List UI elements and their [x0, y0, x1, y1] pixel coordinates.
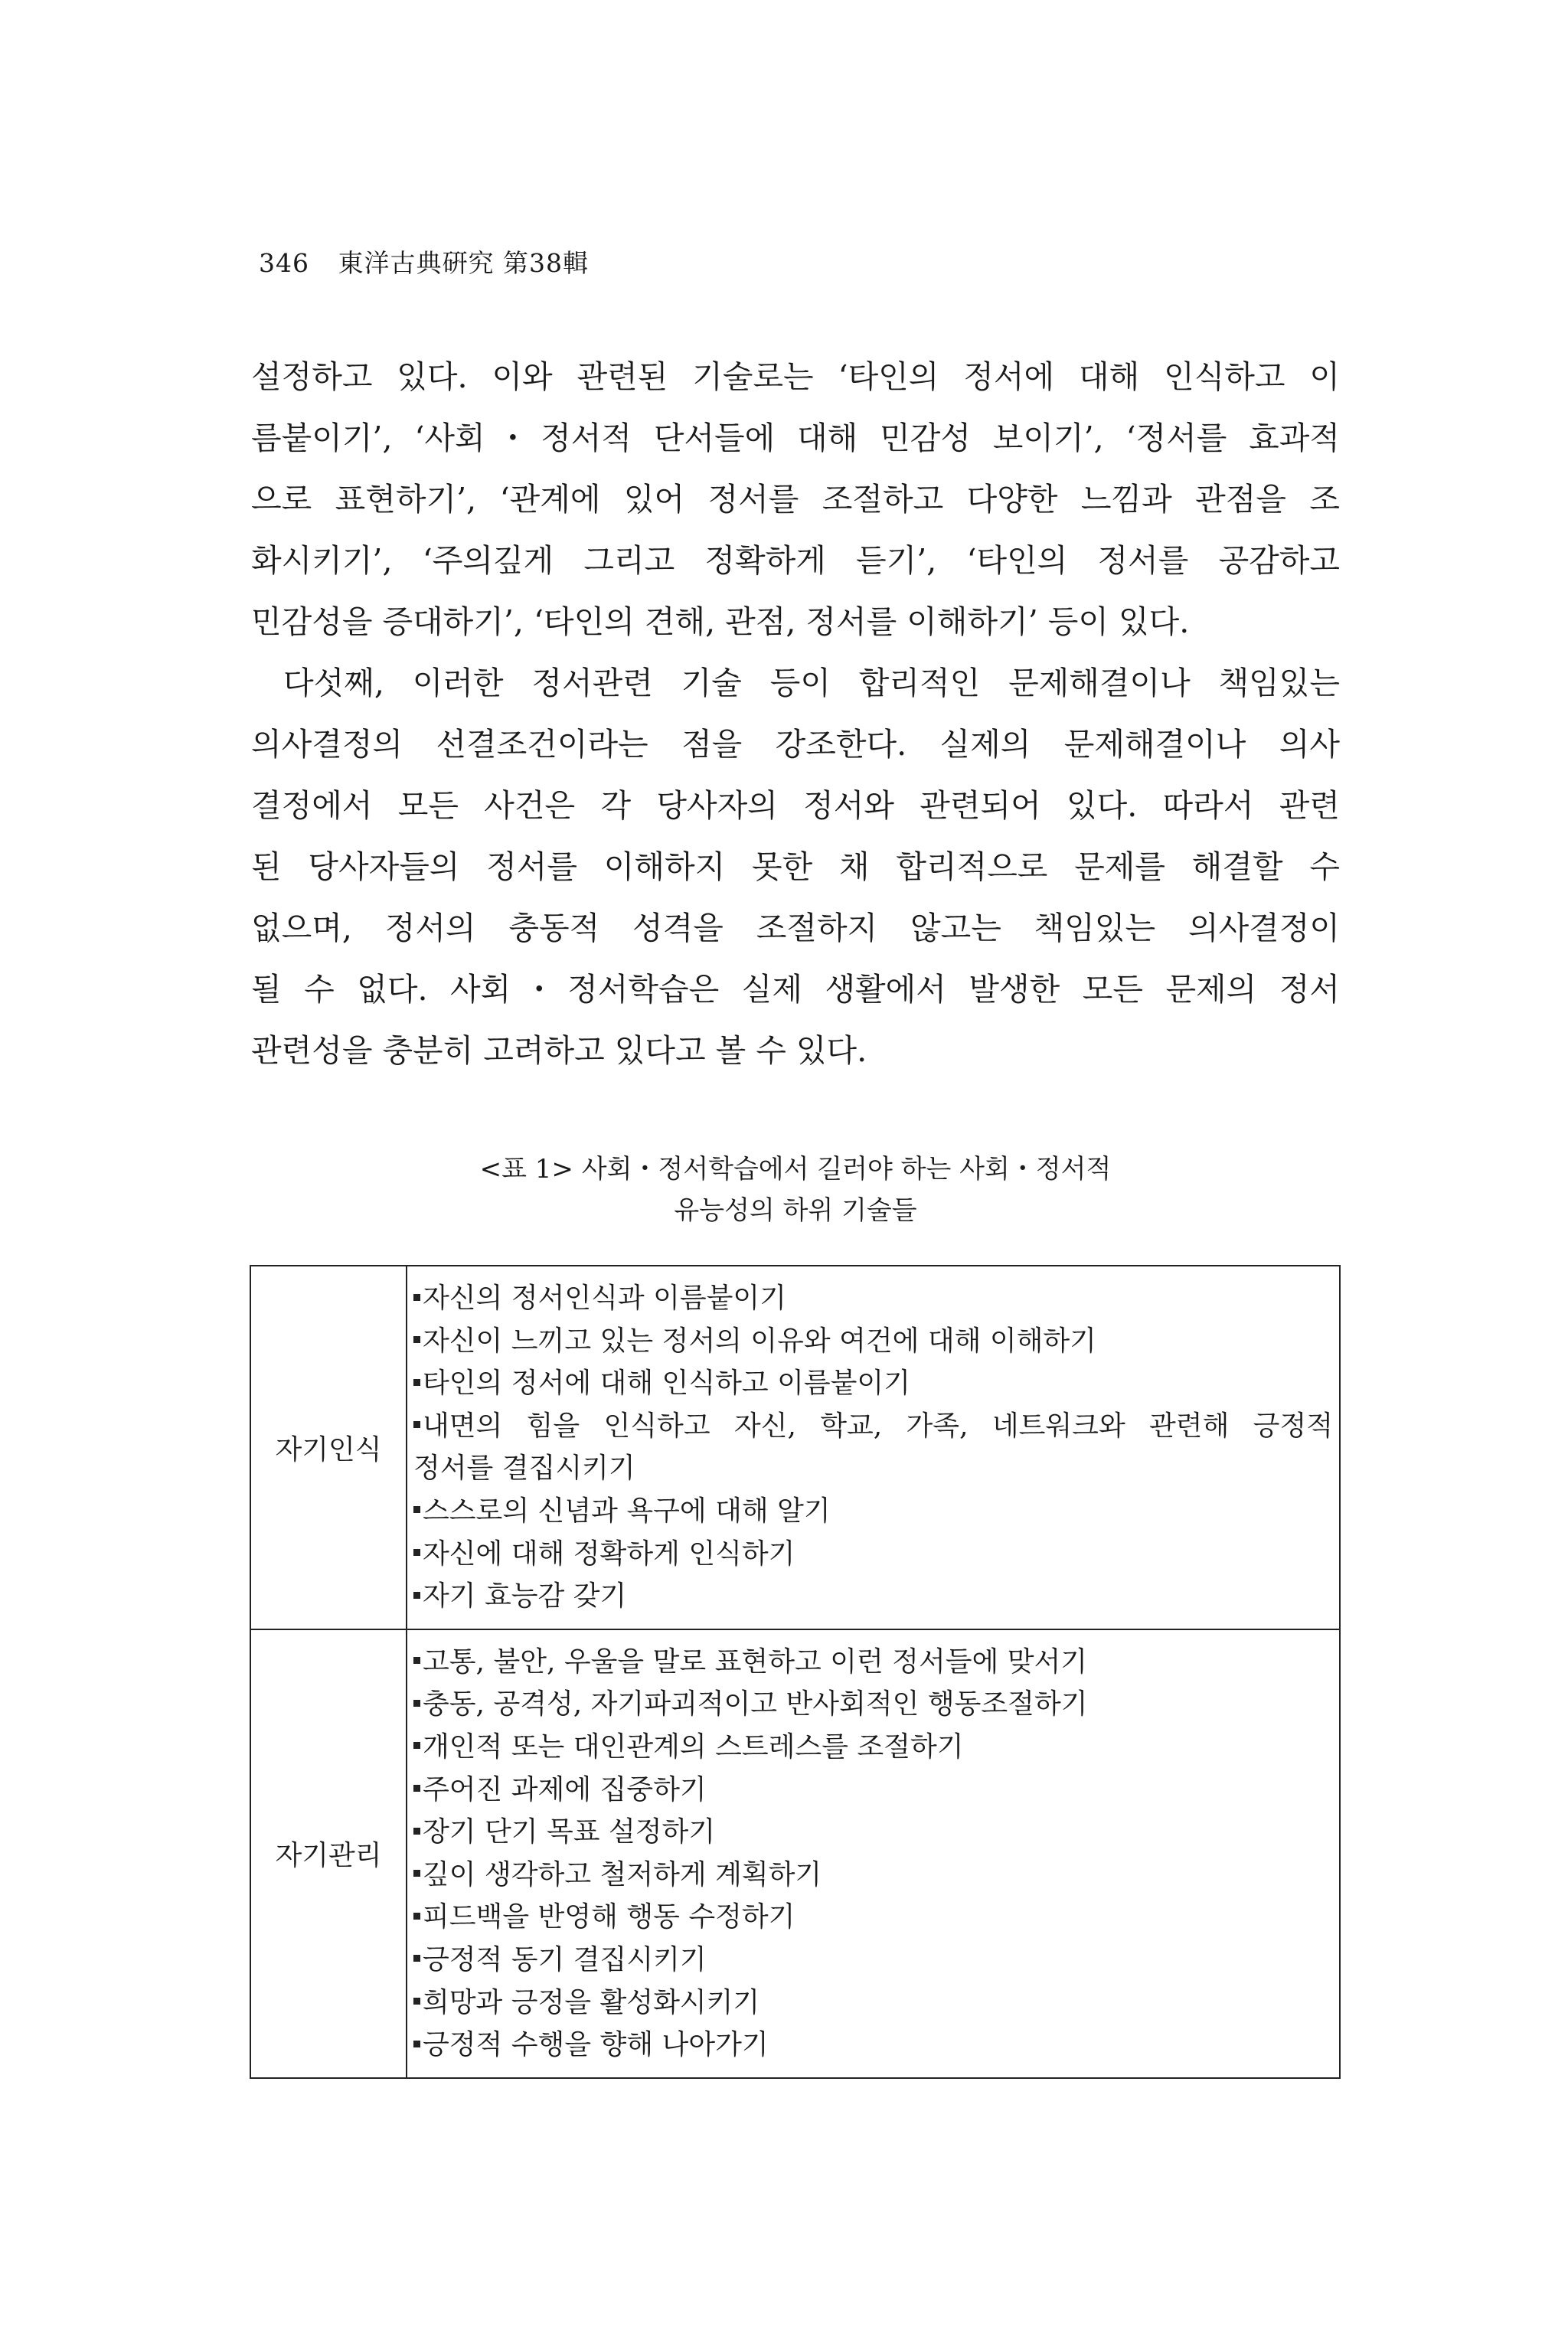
body-line: 의사결정의 선결조건이라는 점을 강조한다. 실제의 문제해결이나 의사: [251, 726, 1340, 763]
body-line: 으로 표현하기’, ‘관계에 있어 정서를 조절하고 다양한 느낌과 관점을 조: [251, 481, 1340, 518]
body-line: 설정하고 있다. 이와 관련된 기술로는 ‘타인의 정서에 대해 인식하고 이: [251, 358, 1340, 395]
table-row: [250, 1266, 1340, 1629]
body-line: 된 당사자들의 정서를 이해하지 못한 채 합리적으로 문제를 해결할 수: [251, 848, 1340, 885]
list-item: 긍정적 동기 결집시키기: [413, 1939, 1333, 1982]
running-head: [259, 243, 589, 279]
bullet-icon: [413, 1592, 420, 1599]
bullet-icon: [413, 1379, 420, 1386]
page-number: 346: [259, 248, 309, 278]
table-caption-line-2: 유능성의 하위 기술들: [674, 1195, 917, 1226]
list-item: 충동, 공격성, 자기파괴적이고 반사회적인 행동조절하기: [413, 1683, 1333, 1726]
bullet-icon: [413, 1294, 420, 1301]
body-line: 결정에서 모든 사건은 각 당사자의 정서와 관련되어 있다. 따라서 관련: [251, 787, 1340, 824]
bullet-icon: [413, 1700, 420, 1707]
table-caption-line-1: <표 1> 사회・정서학습에서 길러야 하는 사회・정서적: [479, 1154, 1112, 1185]
list-item: 내면의 힘을 인식하고 자신, 학교, 가족, 네트워크와 관련해 긍정적: [413, 1405, 1333, 1448]
list-item: 자신의 정서인식과 이름붙이기: [413, 1277, 1333, 1320]
list-item: 자기 효능감 갖기: [413, 1575, 1333, 1618]
body-line: 관련성을 충분히 고려하고 있다고 볼 수 있다.: [251, 1032, 867, 1069]
body-line: 름붙이기’, ‘사회・정서적 단서들에 대해 민감성 보이기’, ‘정서를 효과적: [251, 420, 1340, 456]
category-cell: 자기관리: [250, 1629, 407, 2078]
body-text: [251, 346, 1340, 1081]
table-row: [250, 1629, 1340, 2078]
bullet-icon: [413, 1870, 420, 1877]
list-item: 깊이 생각하고 철저하게 계획하기: [413, 1854, 1333, 1897]
bullet-icon: [413, 1955, 420, 1962]
bullet-icon: [413, 1742, 420, 1749]
bullet-icon: [413, 1336, 420, 1343]
list-item: 피드백을 반영해 행동 수정하기: [413, 1896, 1333, 1939]
list-item: 고통, 불안, 우울을 말로 표현하고 이런 정서들에 맞서기: [413, 1641, 1333, 1684]
bullet-icon: [413, 1998, 420, 2005]
list-item: 자신이 느끼고 있는 정서의 이유와 여건에 대해 이해하기: [413, 1320, 1333, 1363]
skills-table: [250, 1265, 1341, 2079]
body-line: 없으며, 정서의 충동적 성격을 조절하지 않고는 책임있는 의사결정이: [251, 910, 1340, 946]
items-cell: [407, 1629, 1340, 2078]
body-line: 다섯째, 이러한 정서관련 기술 등이 합리적인 문제해결이나 책임있는: [283, 665, 1340, 701]
list-item: 자신에 대해 정확하게 인식하기: [413, 1533, 1333, 1576]
bullet-icon: [413, 1549, 420, 1556]
list-item: 스스로의 신념과 욕구에 대해 알기: [413, 1490, 1333, 1533]
items-cell: [407, 1266, 1340, 1629]
list-item: 개인적 또는 대인관계의 스트레스를 조절하기: [413, 1726, 1333, 1769]
body-line: 민감성을 증대하기’, ‘타인의 견해, 관점, 정서를 이해하기’ 등이 있다.: [251, 603, 1190, 640]
list-item: 주어진 과제에 집중하기: [413, 1769, 1333, 1812]
bullet-icon: [413, 2041, 420, 2047]
bullet-icon: [413, 1421, 420, 1428]
list-item: 타인의 정서에 대해 인식하고 이름붙이기: [413, 1362, 1333, 1405]
journal-title: 東洋古典硏究 第38輯: [338, 248, 589, 278]
bullet-icon: [413, 1828, 420, 1835]
table-caption: [251, 1149, 1340, 1231]
list-item: 장기 단기 목표 설정하기: [413, 1811, 1333, 1854]
bullet-icon: [413, 1657, 420, 1664]
body-line: 화시키기’, ‘주의깊게 그리고 정확하게 듣기’, ‘타인의 정서를 공감하고: [251, 542, 1340, 579]
bullet-icon: [413, 1785, 420, 1792]
list-item: 희망과 긍정을 활성화시키기: [413, 1982, 1333, 2024]
list-item-continuation: 정서를 결집시키기: [413, 1453, 635, 1485]
bullet-icon: [413, 1913, 420, 1920]
bullet-icon: [413, 1506, 420, 1513]
body-line: 될 수 없다. 사회・정서학습은 실제 생활에서 발생한 모든 문제의 정서: [251, 971, 1340, 1008]
category-cell: 자기인식: [250, 1266, 407, 1629]
list-item: 긍정적 수행을 향해 나아가기: [413, 2024, 1333, 2067]
